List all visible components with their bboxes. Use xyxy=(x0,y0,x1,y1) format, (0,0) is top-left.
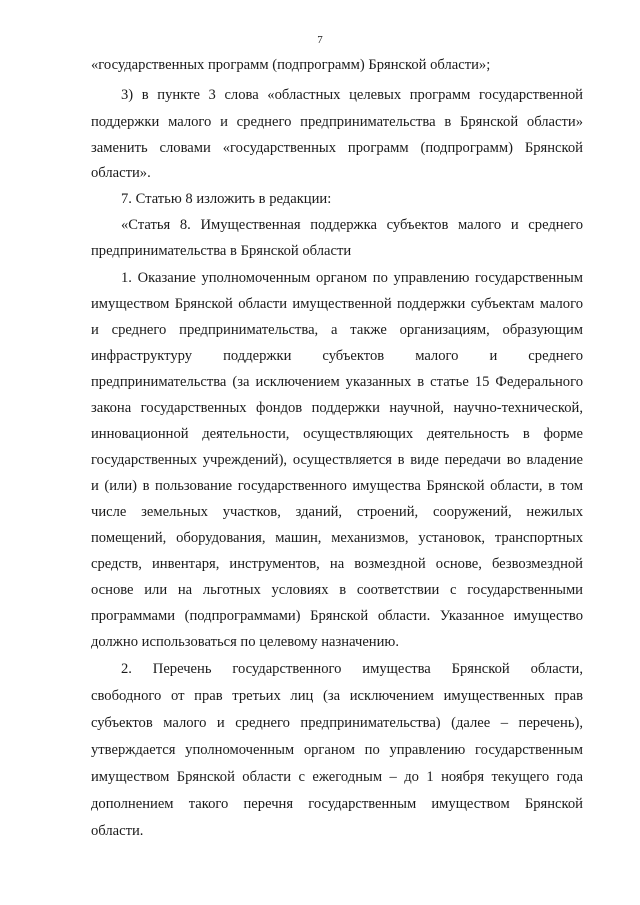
text-line: инновационной деятельности, осуществляющих деятельность в форме xyxy=(91,426,583,442)
page-number: 7 xyxy=(317,34,323,46)
text-line: должно использоваться по целевому назначению. xyxy=(91,634,399,650)
text-line: основе или на льготных условиях в соответствии с государственными xyxy=(91,582,583,598)
text-line: и (или) в пользование государственного имущества Брянской области, в том xyxy=(91,478,583,494)
text-line: 7. Статью 8 изложить в редакции: xyxy=(121,191,332,207)
text-line: программами (подпрограммами) Брянской области. Указанное имущество xyxy=(91,608,583,624)
text-line: дополнением такого перечня государственным имуществом Брянской xyxy=(91,796,583,812)
text-line: средств, инвентаря, инструментов, на возмездной основе, безвозмездной xyxy=(91,556,583,572)
text-line: субъектов малого и среднего предпринимательства) (далее – перечень), xyxy=(91,715,583,731)
text-line: государственных учреждений), осуществляется в виде передачи во владение xyxy=(91,452,583,468)
text-line: заменить словами «государственных программ (подпрограмм) Брянской xyxy=(91,140,583,156)
text-line: «Статья 8. Имущественная поддержка субъектов малого и среднего xyxy=(121,217,583,233)
text-line: и среднего предпринимательства, а также организациям, образующим xyxy=(91,322,583,338)
text-line: области. xyxy=(91,823,144,839)
text-line: 1. Оказание уполномоченным органом по управлению государственным xyxy=(121,270,583,286)
text-line: области». xyxy=(91,165,151,181)
text-line: поддержки малого и среднего предпринимательства в Брянской области» xyxy=(91,114,583,130)
text-line: предпринимательства (за исключением указанных в статье 15 Федерального xyxy=(91,374,583,390)
text-line: 3) в пункте 3 слова «областных целевых программ государственной xyxy=(121,87,583,103)
text-line: имуществом Брянской области имущественной поддержки субъектам малого xyxy=(91,296,583,312)
text-line: инфраструктуру поддержки субъектов малого и среднего xyxy=(91,348,583,364)
text-line: «государственных программ (подпрограмм) Брянской области»; xyxy=(91,57,491,73)
text-line: предпринимательства в Брянской области xyxy=(91,243,352,259)
text-line: закона государственных фондов поддержки научной, научно-технической, xyxy=(91,400,583,416)
text-line: имуществом Брянской области с ежегодным – до 1 ноября текущего года xyxy=(91,769,583,785)
text-line: свободного от прав третьих лиц (за исключением имущественных прав xyxy=(91,688,583,704)
text-line: помещений, оборудования, машин, механизмов, установок, транспортных xyxy=(91,530,583,546)
text-line: утверждается уполномоченным органом по управлению государственным xyxy=(91,742,583,758)
text-line: 2. Перечень государственного имущества Брянской области, xyxy=(121,661,583,677)
text-line: числе земельных участков, зданий, строений, сооружений, нежилых xyxy=(91,504,583,520)
